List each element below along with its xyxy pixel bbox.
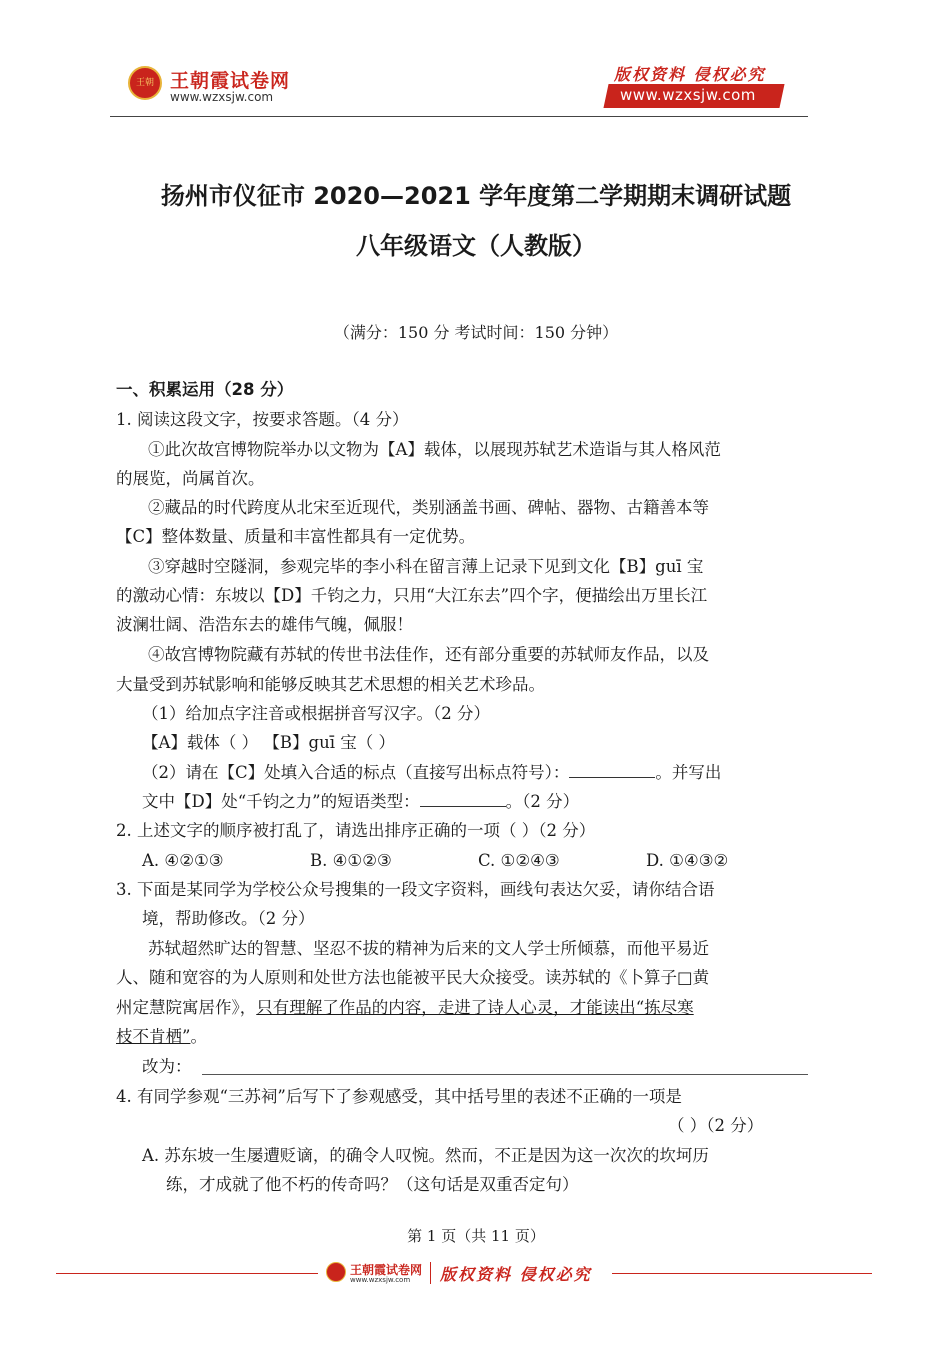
q3-passage-1: 苏轼超然旷达的智慧、坚忍不拔的精神为后来的文人学士所倾慕，而他平易近 — [148, 939, 709, 958]
q1-paragraph-2-cont: 【C】整体数量、质量和丰富性都具有一定优势。 — [116, 527, 476, 546]
q4-option-a-cont: 练，才成就了他不朽的传奇吗？（这句话是双重否定句） — [166, 1175, 579, 1194]
section-heading: 一、积累运用（28 分） — [116, 380, 294, 399]
question-2-stem: 2. 上述文字的顺序被打乱了，请选出排序正确的一项（ ）（2 分） — [116, 821, 596, 840]
choice-d[interactable]: D. ①④③② — [646, 851, 729, 870]
q1-sub-2 — [142, 763, 810, 783]
question-4-score: （ ）（2 分） — [668, 1116, 764, 1135]
answer-blank[interactable] — [569, 763, 655, 778]
header-divider — [110, 116, 808, 117]
q1-paragraph-3: ③穿越时空隧洞，参观完毕的李小科在留言薄上记录下见到文化【B】guī 宝 — [148, 557, 704, 576]
footer-logo-title: 王朝霞试卷网 — [350, 1263, 423, 1277]
q2-choices — [142, 851, 810, 871]
footer-logo-badge — [326, 1262, 346, 1282]
exam-subtitle: 八年级语文（人教版） — [356, 232, 596, 260]
q1-paragraph-3-end: 波澜壮阔、浩浩东去的雄伟气魄，佩服！ — [116, 615, 413, 634]
page-number: 第 1 页（共 11 页） — [407, 1227, 545, 1245]
q1-paragraph-4-cont: 大量受到苏轼影响和能够反映其艺术思想的相关艺术珍品。 — [116, 675, 545, 694]
brand-logo-title: 王朝霞试卷网 — [170, 70, 291, 92]
footer-rule-right — [612, 1273, 872, 1274]
exam-title: 扬州市仪征市 2020—2021 学年度第二学期期末调研试题 — [160, 182, 792, 210]
footer-rule-left — [56, 1273, 318, 1274]
score-time-info: （满分：150 分 考试时间：150 分钟） — [333, 323, 619, 342]
choice-b[interactable]: B. ④①②③ — [310, 851, 392, 870]
q1-sub-1: （1）给加点字注音或根据拼音写汉字。（2 分） — [142, 704, 490, 723]
q1-paragraph-1: ①此次故宫博物院举办以文物为【A】载体，以展现苏轼艺术造诣与其人格风范 — [148, 440, 721, 459]
q3-underlined-sentence: 只有理解了作品的内容，走进了诗人心灵，才能读出“拣尽寒 — [256, 998, 694, 1017]
question-4-stem: 4. 有同学参观“三苏祠”后写下了参观感受，其中括号里的表述不正确的一项是 — [116, 1087, 682, 1106]
answer-blank[interactable] — [420, 792, 506, 807]
q3-passage-4 — [116, 1027, 810, 1047]
q3-passage-4-end: 。 — [190, 1027, 207, 1046]
q1-sub-2-cont-end: 。（2 分） — [505, 792, 580, 811]
brand-logo-badge: 王朝 — [128, 66, 162, 100]
choice-c[interactable]: C. ①②④③ — [478, 851, 560, 870]
url-banner-text: www.wzxsjw.com — [620, 86, 756, 104]
q1-sub-1-blanks[interactable]: 【A】载体（ ） 【B】guī 宝（ ） — [142, 733, 395, 752]
q4-option-a: A. 苏东坡一生屡遭贬谪，的确令人叹惋。然而，不正是因为这一次次的坎坷历 — [142, 1146, 709, 1165]
q1-paragraph-1-cont: 的展览，尚属首次。 — [116, 469, 265, 488]
copyright-notice: 版权资料 侵权必究 — [614, 65, 766, 84]
q3-underlined-sentence-end: 枝不肯栖” — [116, 1027, 191, 1046]
q1-paragraph-3-cont: 的激动心情：东坡以【D】千钧之力，只用“大江东去”四个字，便描绘出万里长江 — [116, 586, 708, 605]
footer-divider — [430, 1262, 431, 1284]
q3-revise-label: 改为： — [142, 1057, 192, 1076]
q1-paragraph-4: ④故宫博物院藏有苏轼的传世书法佳作，还有部分重要的苏轼师友作品，以及 — [148, 645, 709, 664]
footer-logo-url: www.wzxsjw.com — [350, 1276, 411, 1284]
q3-passage-3 — [116, 998, 810, 1018]
footer-copyright: 版权资料 侵权必究 — [440, 1265, 592, 1284]
q1-sub-2-cont — [142, 792, 810, 812]
q3-passage-3-plain: 州定慧院寓居作》， — [116, 998, 257, 1017]
choice-a[interactable]: A. ④②①③ — [142, 851, 224, 870]
q1-sub-2-end: 。并写出 — [655, 763, 722, 782]
question-3-stem: 3. 下面是某同学为学校公众号搜集的一段文字资料，画线句表达欠妥，请你结合语 — [116, 880, 715, 899]
question-3-stem-cont: 境，帮助修改。（2 分） — [142, 909, 315, 928]
q1-sub-2-cont-text: 文中【D】处“千钧之力”的短语类型： — [142, 792, 420, 811]
brand-logo-url: www.wzxsjw.com — [170, 90, 274, 104]
q1-paragraph-2: ②藏品的时代跨度从北宋至近现代，类别涵盖书画、碑帖、器物、古籍善本等 — [148, 498, 709, 517]
q1-sub-2-text: （2）请在【C】处填入合适的标点（直接写出标点符号）： — [142, 763, 570, 782]
q3-passage-2: 人、随和宽容的为人原则和处世方法也能被平民大众接受。读苏轼的《卜算子□黄 — [116, 968, 710, 987]
q3-answer-line[interactable] — [202, 1074, 808, 1075]
question-1-stem: 1. 阅读这段文字，按要求答题。（4 分） — [116, 410, 409, 429]
